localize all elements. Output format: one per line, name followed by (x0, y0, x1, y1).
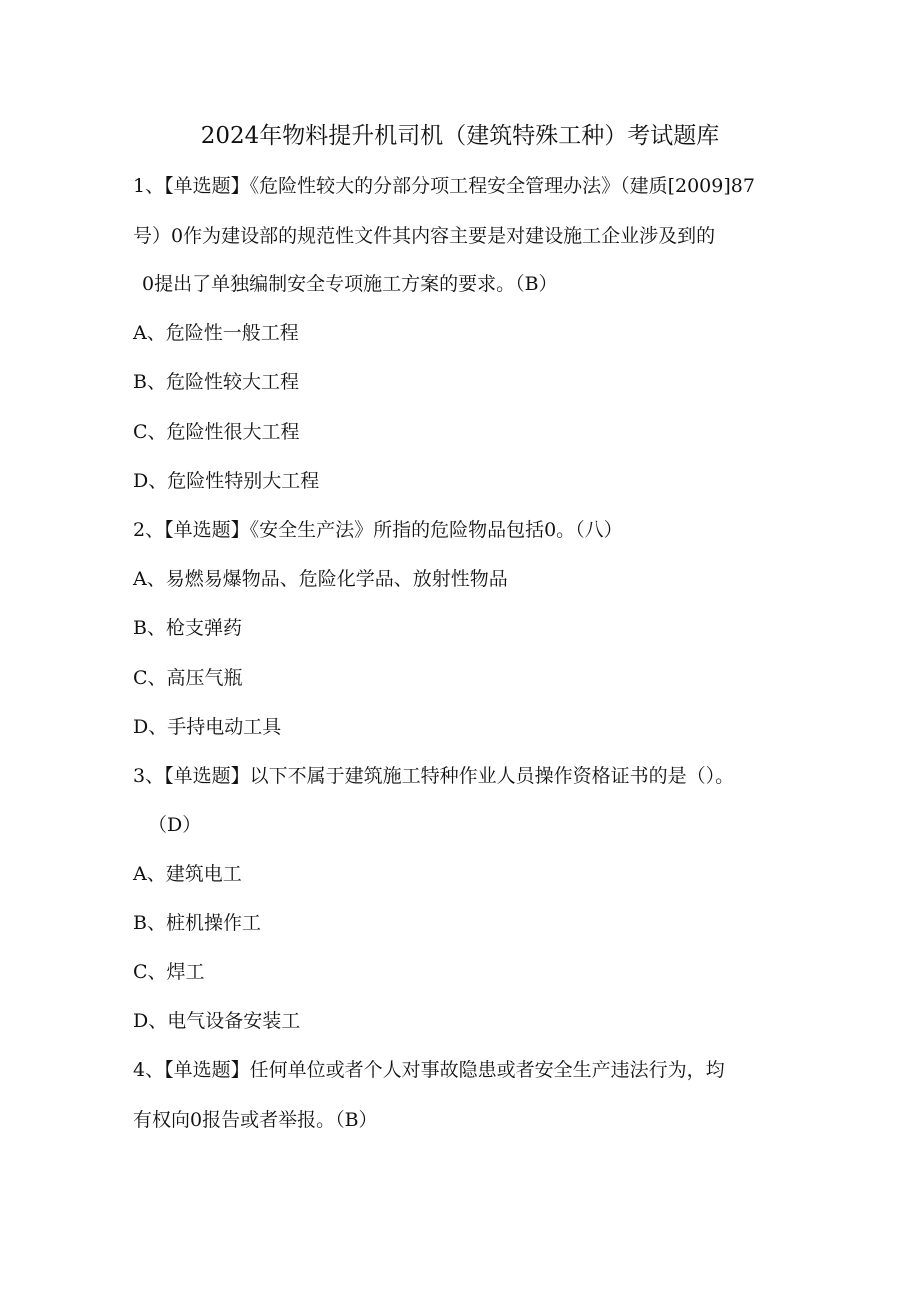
question-1-line-1: 1、【单选题】《危险性较大的分部分项工程安全管理办法》（建质[2009]87 (133, 175, 755, 197)
question-3-option-a: A、建筑电工 (133, 863, 242, 885)
question-2-line-1: 2、【单选题】《安全生产法》所指的危险物品包括0。（八） (133, 519, 623, 541)
question-3-line-1: 3、【单选题】以下不属于建筑施工特种作业人员操作资格证书的是（）。 (133, 765, 735, 787)
question-1-option-a: A、危险性一般工程 (133, 322, 299, 344)
question-3-option-b: B、桩机操作工 (133, 912, 261, 934)
question-1-option-c: C、危险性很大工程 (133, 421, 300, 443)
question-3-option-d: D、电气设备安装工 (133, 1010, 301, 1032)
question-1-line-2: 号）0作为建设部的规范性文件其内容主要是对建设施工企业涉及到的 (133, 225, 716, 247)
question-1-option-d: D、危险性特别大工程 (133, 470, 320, 492)
question-1-option-b: B、危险性较大工程 (133, 371, 299, 393)
question-2-option-c: C、高压气瓶 (133, 667, 243, 689)
question-3-option-c: C、焊工 (133, 961, 205, 983)
question-4-line-1: 4、【单选题】任何单位或者个人对事故隐患或者安全生产违法行为，均 (133, 1059, 725, 1081)
question-1-line-3: 0提出了单独编制安全专项施工方案的要求。（B） (142, 273, 558, 295)
question-2-option-a: A、易燃易爆物品、危险化学品、放射性物品 (133, 568, 508, 590)
question-3-line-2: （D） (148, 814, 202, 836)
page-title: 2024年物料提升机司机（建筑特殊工种）考试题库 (200, 123, 720, 149)
question-4-line-2: 有权向0报告或者举报。（B） (133, 1109, 378, 1131)
question-2-option-d: D、手持电动工具 (133, 716, 282, 738)
question-2-option-b: B、枪支弹药 (133, 617, 242, 639)
